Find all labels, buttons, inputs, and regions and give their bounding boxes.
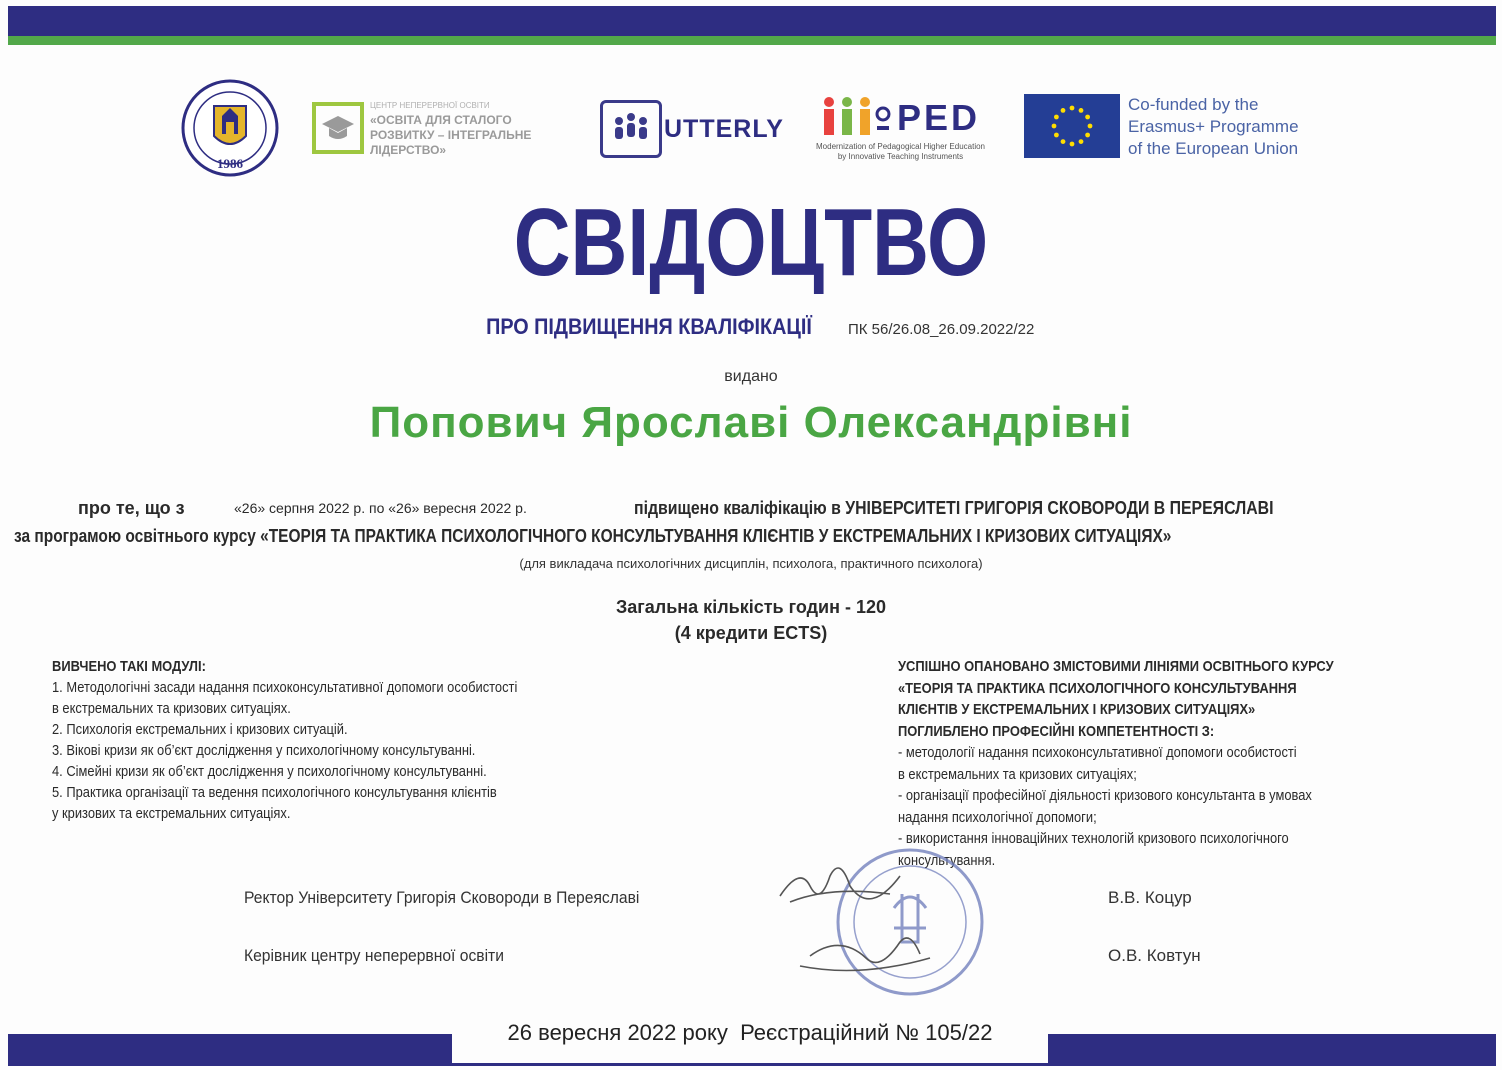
eu-flag-icon [1024,94,1120,158]
ects-credits: (4 кредити ECTS) [674,623,828,643]
competence-line: в екстремальних та кризових ситуаціях; [898,765,1137,783]
issued-label: видано [724,368,778,385]
total-hours: Загальна кількість годин - 120 [616,597,886,617]
competence-list [898,656,1466,871]
module-line: 4. Сімейні кризи як об’єкт дослідження у психологічному консультуванні. [52,763,487,780]
registration-number: Реєстраційний № 105/22 [740,1020,993,1045]
competence-heading-line: УСПІШНО ОПАНОВАНО ЗМІСТОВИМИ ЛІНІЯМИ ОСВІТНЬОГО КУРСУ [898,658,1334,675]
period-prefix: про те, що з [78,498,185,518]
module-line: у кризових та екстремальних ситуаціях. [52,805,291,822]
erasmus-line-3: of the European Union [1128,139,1299,158]
target-audience-note: (для викладача психологічних дисциплін, психолога, практичного психолога) [519,556,983,571]
official-stamp-and-signatures [770,846,990,996]
education-center-logo [312,94,587,162]
edu-center-line1: «ОСВІТА ДЛЯ СТАЛОГО [370,113,512,127]
module-line: 5. Практика організації та ведення психологічного консультування клієнтів [52,784,497,801]
module-line: 3. Вікові кризи як об’єкт дослідження у психологічному консультуванні. [52,742,476,759]
competence-heading-line: ПОГЛИБЛЕНО ПРОФЕСІЙНІ КОМПЕТЕНТНОСТІ З: [898,722,1215,740]
qualification-statement: підвищено кваліфікацію в УНІВЕРСИТЕТІ ГРИГОРІЯ СКОВОРОДИ В ПЕРЕЯСЛАВІ [634,498,1274,518]
university-seal-logo [180,78,280,178]
hours-block [0,594,1502,646]
utterly-wordmark: UTTERLY [664,114,784,143]
module-line: 1. Методологічні засади надання психоконсультативної допомоги особистості [52,679,518,696]
period-dates: «26» серпня 2022 р. по «26» вересня 2022 р. [234,500,527,516]
logo-strip [0,72,1502,192]
head-title: Керівник центру неперервної освіти [244,946,504,965]
issue-date: 26 вересня 2022 року [507,1020,728,1045]
oped-subline-2: by Innovative Teaching Instruments [837,152,964,161]
modules-heading: ВИВЧЕНО ТАКІ МОДУЛІ: [52,658,206,675]
utterly-logo [600,96,785,162]
competence-heading-line: «ТЕОРІЯ ТА ПРАКТИКА ПСИХОЛОГІЧНОГО КОНСУЛЬТУВАННЯ [898,679,1297,697]
competence-heading-line: КЛІЄНТІВ У ЕКСТРЕМАЛЬНИХ І КРИЗОВИХ СИТУАЦІЯХ» [898,701,1256,718]
recipient-name: Попович Ярославі Олександрівні [369,398,1133,447]
edu-center-line3: ЛІДЕРСТВО» [370,143,447,157]
certificate-subtitle: ПРО ПІДВИЩЕННЯ КВАЛІФІКАЦІЇ [485,314,812,339]
erasmus-text [1128,94,1348,160]
competence-line: - організації професійної діяльності кризового консультанта в умовах [898,787,1312,804]
certificate-number: ПК 56/26.08_26.09.2022/22 [848,321,1035,338]
oped-wordmark: PED [896,97,981,138]
oped-people-icon [821,96,891,138]
footer [452,1003,1048,1063]
module-line: 2. Психологія екстремальних і кризових ситуацій. [52,721,348,738]
module-line: в екстремальних та кризових ситуаціях. [52,700,291,717]
oped-logo [798,92,1003,172]
competence-line: консультування. [898,851,996,869]
competence-line: - використання інноваційних технологій кризового психологічного [898,830,1289,847]
modules-list [52,656,706,824]
erasmus-line-2: Erasmus+ Programme [1128,117,1299,136]
seal-year: 1986 [217,156,243,171]
top-border-navy [8,6,1496,36]
competence-line: надання психологічної допомоги; [898,808,1097,826]
rector-name: В.В. Коцур [1108,888,1192,907]
graduation-cap-icon [312,102,364,154]
top-border-green [8,36,1496,45]
people-network-icon [600,100,662,158]
certificate-title: СВІДОЦТВО [513,189,989,296]
oped-subline-1: Modernization of Pedagogical Higher Education [816,142,985,151]
rector-title: Ректор Університету Григорія Сковороди в Переяславі [244,888,640,907]
head-name: О.В. Ковтун [1108,946,1201,965]
competence-line: - методології надання психоконсультативної допомоги особистості [898,744,1297,761]
edu-center-line2: РОЗВИТКУ – ІНТЕГРАЛЬНЕ [370,128,532,142]
erasmus-line-1: Co-funded by the [1128,95,1259,114]
subtitle-row [0,314,1502,340]
edu-center-small: ЦЕНТР НЕПЕРЕРВНОЇ ОСВІТИ [370,101,490,110]
course-program: за програмою освітнього курсу «ТЕОРІЯ ТА ПРАКТИКА ПСИХОЛОГІЧНОГО КОНСУЛЬТУВАННЯ КЛІЄНТІВ У ЕКСТРЕМАЛЬНИХ І КРИЗОВИХ СИТУАЦІЯХ» [14,526,1172,546]
